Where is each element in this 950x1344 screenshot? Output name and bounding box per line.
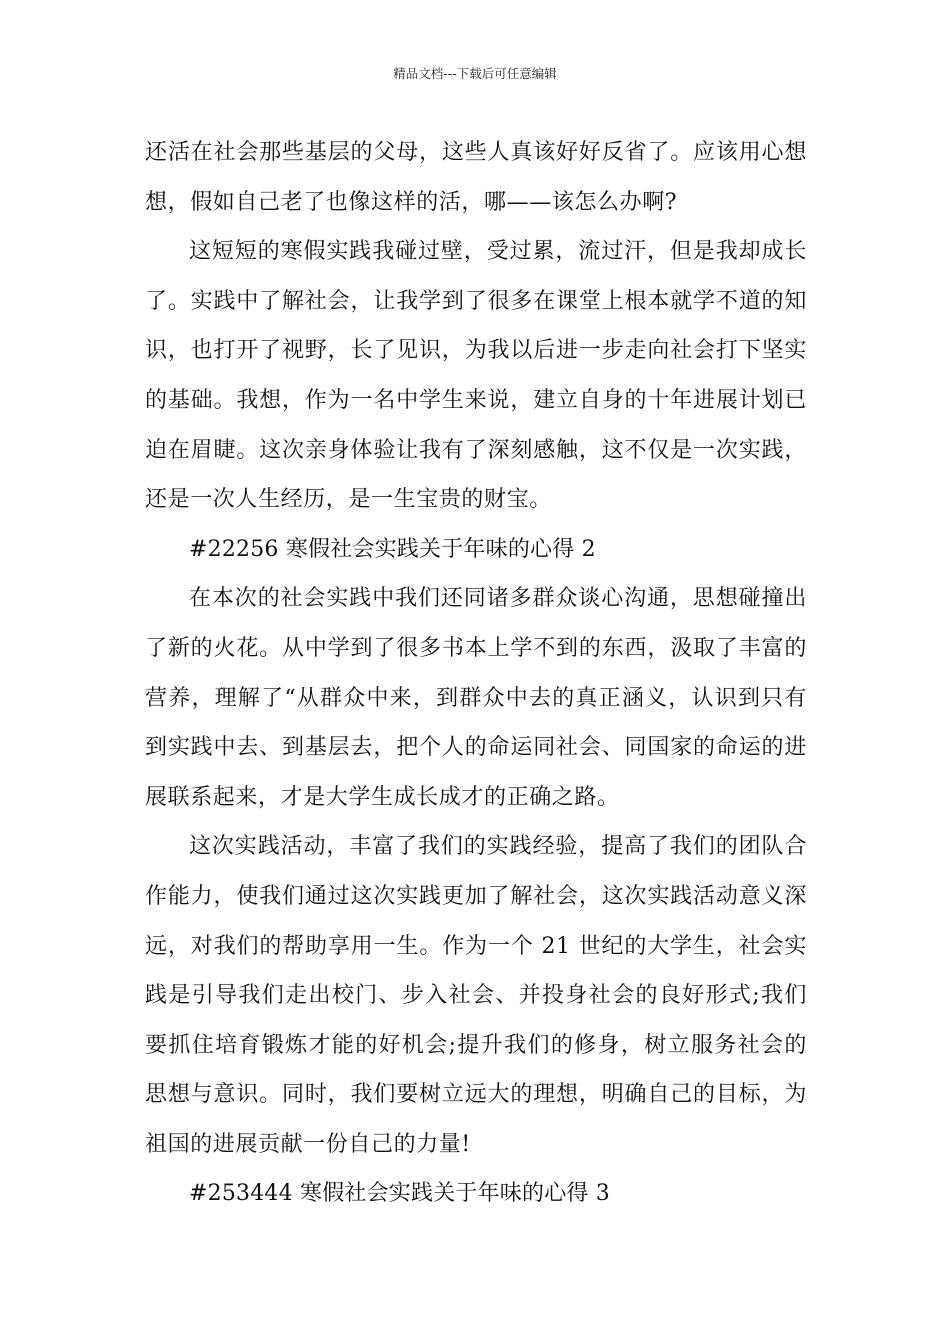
document-body xyxy=(145,128,807,1219)
paragraph-growth: 这短短的寒假实践我碰过壁，受过累，流过汗，但是我却成长了。实践中了解社会，让我学到了很多在课堂上根本就学不道的知识，也打开了视野，长了见识，为我以后进一步走向社会打下坚实的基础。我想，作为一名中学生来说，建立自身的十年进展计划已迫在眉睫。这次亲身体验让我有了深刻感触，这不仅是一次实践，还是一次人生经历，是一生宝贵的财宝。 xyxy=(145,239,807,513)
paragraph-experience: 这次实践活动，丰富了我们的实践经验，提高了我们的团队合作能力，使我们通过这次实践更加了解社会，这次实践活动意义深远，对我们的帮助享用一生。作为一个 21 世纪的大学生，社会实践是引导我们走出校门、步入社会、并投身社会的良好形式;我们要抓住培育锻炼才能的好机会;提升我们的修身，树立服务社会的思想与意识。同时，我们要树立远大的理想，明确自己的目标，为祖国的进展贡献一份自己的力量! xyxy=(145,834,807,1157)
section-heading-2: #22256 寒假社会实践关于年味的心得 2 xyxy=(189,536,596,562)
section-heading-3: #253444 寒假社会实践关于年味的心得 3 xyxy=(189,1181,611,1207)
page-header: 精品文档---下载后可任意编辑 xyxy=(393,66,557,81)
paragraph-communication: 在本次的社会实践中我们还同诸多群众谈心沟通，思想碰撞出了新的火花。从中学到了很多书本上学不到的东西，汲取了丰富的营养，理解了“从群众中来，到群众中去的真正涵义，认识到只有到实践中去、到基层去，把个人的命运同社会、同国家的命运的进展联系起来，才是大学生成长成才的正确之路。 xyxy=(145,586,807,810)
paragraph-continuation: 还活在社会那些基层的父母，这些人真该好好反省了。应该用心想想，假如自己老了也像这样的活，哪——该怎么办啊? xyxy=(145,140,807,215)
